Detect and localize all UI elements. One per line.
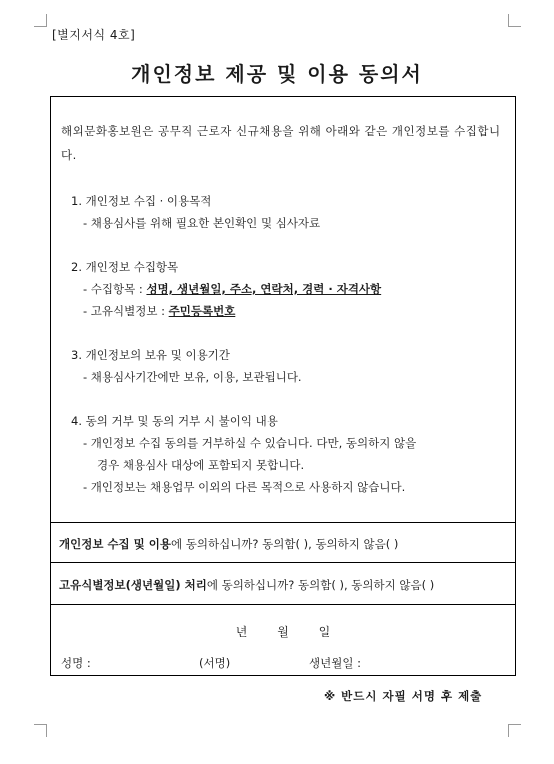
section-2-item-2: [83, 303, 235, 319]
name-label: 성명 :: [61, 656, 91, 670]
section-3-heading: 3. 개인정보의 보유 및 이용기간: [71, 348, 230, 362]
section-2-heading: 2. 개인정보 수집항목: [71, 260, 179, 274]
crop-mark-top-right: [508, 14, 521, 27]
consent-form-box: [50, 96, 516, 676]
consent-question-2-options[interactable]: 에 동의하십니까? 동의함( ), 동의하지 않음( ): [206, 578, 435, 592]
handwritten-signature-note: ※ 반드시 자필 서명 후 제출: [324, 689, 483, 703]
section-3-item: - 채용심사기간에만 보유, 이용, 보관됩니다.: [83, 370, 302, 384]
form-number-tag: [별지서식 4호]: [52, 28, 136, 42]
crop-mark-top-left: [34, 14, 47, 27]
intro-text: 해외문화홍보원은 공무직 근로자 신규채용을 위해 아래와 같은 개인정보를 수집합니다.: [61, 124, 501, 162]
consent-question-1-options[interactable]: 에 동의하십니까? 동의함( ), 동의하지 않음( ): [171, 537, 399, 551]
document-title: 개인정보 제공 및 이용 동의서: [131, 62, 423, 86]
section-1-item: - 채용심사를 위해 필요한 본인확인 및 심사자료: [83, 216, 321, 230]
crop-mark-bottom-left: [34, 724, 47, 737]
section-4-item-1-line-2: 경우 채용심사 대상에 포함되지 못합니다.: [97, 458, 305, 472]
unique-id-label: - 고유식별정보 :: [83, 304, 169, 318]
section-4-item-2: - 개인정보는 채용업무 이외의 다른 목적으로 사용하지 않습니다.: [83, 480, 406, 494]
section-4-heading: 4. 동의 거부 및 동의 거부 시 불이익 내용: [71, 414, 278, 428]
section-4-item-1-line-1: - 개인정보 수집 동의를 거부하실 수 있습니다. 다만, 동의하지 않을: [83, 436, 417, 450]
information-section: [51, 97, 515, 523]
consent-question-2-text: [59, 577, 434, 593]
consent-question-2-subject: 고유식별정보(생년월일) 처리: [59, 578, 207, 592]
section-2-item-1: [83, 281, 381, 297]
consent-question-1-subject: 개인정보 수집 및 이용: [59, 537, 171, 551]
signature-section: [51, 605, 515, 675]
signature-label[interactable]: (서명): [199, 656, 231, 670]
birthdate-label: 생년월일 :: [309, 656, 361, 670]
collected-items-label: - 수집항목 :: [83, 282, 147, 296]
consent-question-personal-info: [51, 523, 515, 563]
date-line[interactable]: 년 월 일: [235, 625, 331, 639]
consent-question-unique-id: [51, 563, 515, 605]
unique-id-value: 주민등록번호: [168, 304, 236, 318]
crop-mark-bottom-right: [508, 724, 521, 737]
collected-items-value: 성명, 생년월일, 주소, 연락처, 경력 · 자격사항: [146, 282, 382, 296]
consent-question-1-text: [59, 536, 398, 552]
section-1-heading: 1. 개인정보 수집 · 이용목적: [71, 194, 212, 208]
